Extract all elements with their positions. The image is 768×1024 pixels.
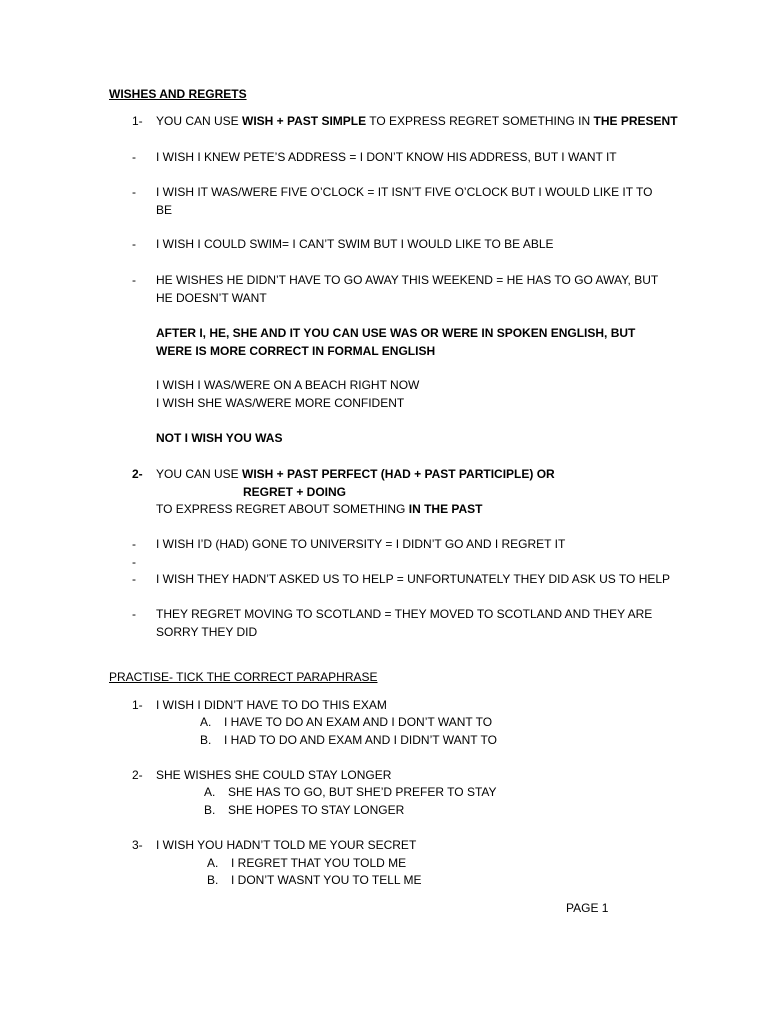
option-label: B.: [207, 873, 219, 887]
example-line: I WISH I KNEW PETE’S ADDRESS = I DON’T KNOW HIS ADDRESS, BUT I WANT IT: [156, 150, 617, 164]
option-text[interactable]: I DON’T WASNT YOU TO TELL ME: [231, 873, 422, 887]
example-line: I WISH SHE WAS/WERE MORE CONFIDENT: [156, 396, 405, 410]
section-2-marker: 2-: [132, 467, 143, 481]
document-title: WISHES AND REGRETS: [109, 87, 247, 101]
section-1-heading: YOU CAN USE WISH + PAST SIMPLE TO EXPRESS REGRET SOMETHING IN THE PRESENT: [156, 114, 678, 128]
example-line: HE DOESN’T WANT: [156, 291, 267, 305]
section-1-marker: 1-: [132, 114, 143, 128]
question-marker: 1-: [132, 698, 143, 712]
example-line: I WISH I COULD SWIM= I CAN’T SWIM BUT I WOULD LIKE TO BE ABLE: [156, 237, 554, 251]
example-line: I WISH THEY HADN’T ASKED US TO HELP = UNFORTUNATELY THEY DID ASK US TO HELP: [156, 572, 671, 586]
page-number: PAGE 1: [566, 901, 609, 915]
example-line: I WISH I WAS/WERE ON A BEACH RIGHT NOW: [156, 378, 420, 392]
question-marker: 2-: [132, 768, 143, 782]
bullet-marker: -: [132, 537, 136, 551]
example-line: I WISH I’D (HAD) GONE TO UNIVERSITY = I DIDN’T GO AND I REGRET IT: [156, 537, 566, 551]
option-text[interactable]: SHE HOPES TO STAY LONGER: [228, 803, 405, 817]
note-line: WERE IS MORE CORRECT IN FORMAL ENGLISH: [156, 344, 436, 358]
note-line: NOT I WISH YOU WAS: [156, 431, 283, 445]
bullet-marker: -: [132, 572, 136, 586]
section-2-heading: YOU CAN USE WISH + PAST PERFECT (HAD + PAST PARTICIPLE) OR: [156, 467, 555, 481]
example-line: SORRY THEY DID: [156, 625, 258, 639]
option-text[interactable]: I HAD TO DO AND EXAM AND I DIDN’T WANT TO: [224, 733, 497, 747]
option-label: B.: [204, 803, 216, 817]
example-line: I WISH IT WAS/WERE FIVE O’CLOCK = IT ISN’T FIVE O’CLOCK BUT I WOULD LIKE IT TO: [156, 185, 653, 199]
option-text[interactable]: I HAVE TO DO AN EXAM AND I DON’T WANT TO: [224, 715, 493, 729]
question-text: I WISH I DIDN’T HAVE TO DO THIS EXAM: [156, 698, 387, 712]
option-text[interactable]: I REGRET THAT YOU TOLD ME: [231, 856, 407, 870]
option-label: A.: [200, 715, 212, 729]
bullet-marker: -: [132, 555, 136, 569]
option-label: A.: [207, 856, 219, 870]
question-marker: 3-: [132, 838, 143, 852]
note-line: AFTER I, HE, SHE AND IT YOU CAN USE WAS OR WERE IN SPOKEN ENGLISH, BUT: [156, 326, 636, 340]
option-label: B.: [200, 733, 212, 747]
example-line: HE WISHES HE DIDN’T HAVE TO GO AWAY THIS WEEKEND = HE HAS TO GO AWAY, BUT: [156, 273, 659, 287]
bullet-marker: -: [132, 607, 136, 621]
section-2-heading-line3: TO EXPRESS REGRET ABOUT SOMETHING IN THE PAST: [156, 502, 483, 516]
option-label: A.: [204, 785, 216, 799]
practise-title: PRACTISE- TICK THE CORRECT PARAPHRASE: [109, 670, 378, 684]
question-text: SHE WISHES SHE COULD STAY LONGER: [156, 768, 392, 782]
example-line: BE: [156, 203, 173, 217]
bullet-marker: -: [132, 273, 136, 287]
option-text[interactable]: SHE HAS TO GO, BUT SHE’D PREFER TO STAY: [228, 785, 497, 799]
bullet-marker: -: [132, 185, 136, 199]
example-line: THEY REGRET MOVING TO SCOTLAND = THEY MOVED TO SCOTLAND AND THEY ARE: [156, 607, 653, 621]
section-2-heading-line2: REGRET + DOING: [243, 485, 347, 499]
bullet-marker: -: [132, 237, 136, 251]
bullet-marker: -: [132, 150, 136, 164]
question-text: I WISH YOU HADN’T TOLD ME YOUR SECRET: [156, 838, 417, 852]
